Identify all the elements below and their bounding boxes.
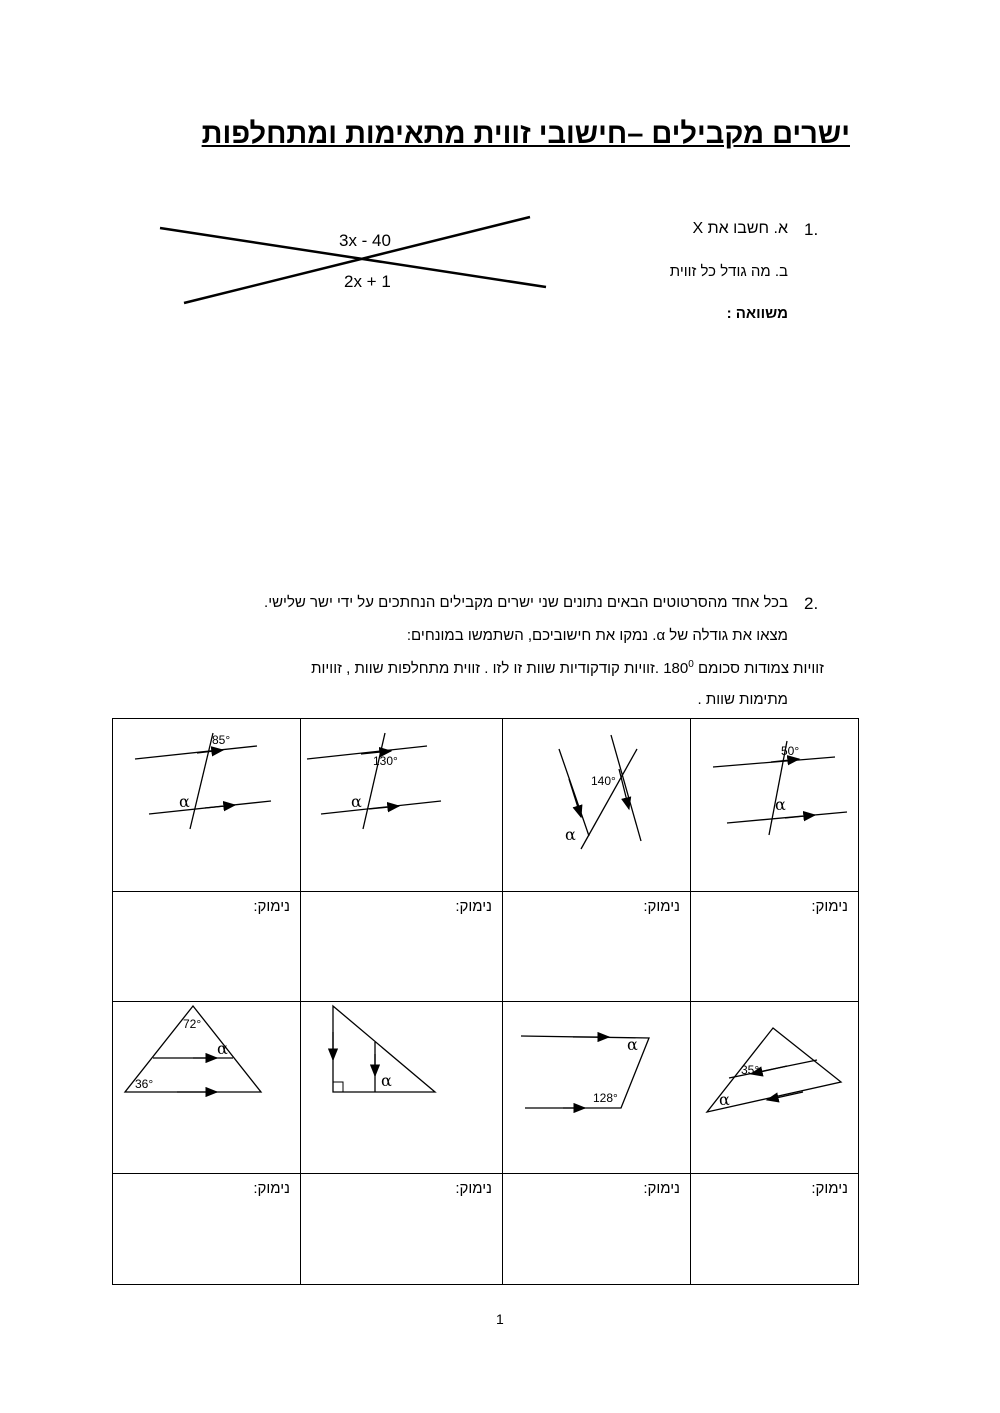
right-triangle-figure — [301, 1002, 503, 1168]
reason-label: נימוק: — [253, 898, 290, 915]
line-3-start: זוויות צמודות סכומם 180 — [663, 660, 824, 677]
reason-label: נימוק: — [643, 898, 680, 915]
figure-cell — [691, 719, 859, 892]
parallel-lines-figure-128 — [503, 1002, 691, 1168]
reason-label: נימוק: — [455, 898, 492, 915]
answer-cell[interactable] — [301, 1174, 503, 1285]
question-1-part-b: ב. מה גודל כל זווית — [669, 263, 788, 280]
parallel-lines-figure-130 — [301, 719, 503, 886]
question-1-number: 1. — [804, 220, 819, 239]
alpha-label: α — [381, 1071, 392, 1090]
figure-cell — [113, 1002, 301, 1174]
question-2-line-4: מתימות שוות . — [697, 691, 788, 708]
question-2-line-2: מצאו את גודלה של α. נמקו את חישוביכם, השתמשו במונחים: — [406, 627, 788, 644]
question-1-part-a: א. חשבו את X — [692, 220, 788, 237]
parallel-lines-figure-50 — [691, 719, 859, 886]
angle-128: 128° — [593, 1091, 618, 1105]
question-1-diagram — [150, 205, 560, 315]
alpha-label: α — [627, 1035, 638, 1054]
parallel-lines-figure-140 — [503, 719, 691, 886]
reason-label: נימוק: — [811, 898, 848, 915]
answer-cell[interactable] — [691, 1174, 859, 1285]
alpha-label: α — [719, 1090, 730, 1109]
exercise-grid — [112, 718, 859, 1285]
triangle-figure-72-36 — [113, 1002, 301, 1168]
angle-36: 36° — [135, 1077, 154, 1091]
reason-label: נימוק: — [643, 1180, 680, 1197]
answer-cell[interactable] — [503, 892, 691, 1002]
angle-35: 35° — [741, 1063, 760, 1077]
angle-label-bottom: 2x + 1 — [344, 272, 391, 291]
reason-label: נימוק: — [811, 1180, 848, 1197]
angle-50: 50° — [781, 744, 800, 758]
angle-130: 130° — [373, 754, 398, 768]
alpha-label: α — [217, 1039, 228, 1058]
alpha-label: α — [775, 795, 786, 814]
equation-label: משוואה : — [726, 305, 788, 322]
alpha-label: α — [351, 792, 362, 811]
reason-label: נימוק: — [455, 1180, 492, 1197]
figure-cell — [691, 1002, 859, 1174]
angle-label-top: 3x - 40 — [339, 231, 391, 250]
figure-cell — [301, 719, 503, 892]
answer-cell[interactable] — [113, 1174, 301, 1285]
answer-cell[interactable] — [113, 892, 301, 1002]
triangle-figure-35 — [691, 1002, 859, 1168]
question-2-line-3 — [311, 659, 824, 677]
answer-cell[interactable] — [503, 1174, 691, 1285]
degree-superscript: 0 — [688, 659, 694, 670]
figure-cell — [503, 1002, 691, 1174]
question-2-number: 2. — [804, 594, 819, 613]
alpha-label: α — [179, 792, 190, 811]
angle-72: 72° — [183, 1017, 202, 1031]
angle-140: 140° — [591, 774, 616, 788]
figure-cell — [503, 719, 691, 892]
question-2-line-1: בכל אחד מהסרטוטים הבאים נתונים שני ישרים מקבילים הנחתכים על ידי ישר שלישי. — [264, 594, 788, 611]
page-number: 1 — [496, 1311, 504, 1327]
parallel-lines-figure-85 — [113, 719, 301, 886]
alpha-label: α — [565, 825, 576, 844]
angle-85: 85° — [212, 733, 231, 747]
page-title: ישרים מקבילים –חישובי זווית מתאימות ומתחלפות — [201, 118, 850, 150]
figure-cell — [301, 1002, 503, 1174]
answer-cell[interactable] — [301, 892, 503, 1002]
reason-label: נימוק: — [253, 1180, 290, 1197]
answer-cell[interactable] — [691, 892, 859, 1002]
line-3-end: .זוויות קודקודיות שוות זו לזו . זווית מתחלפות שוות , זוויות — [311, 660, 664, 677]
figure-cell — [113, 719, 301, 892]
